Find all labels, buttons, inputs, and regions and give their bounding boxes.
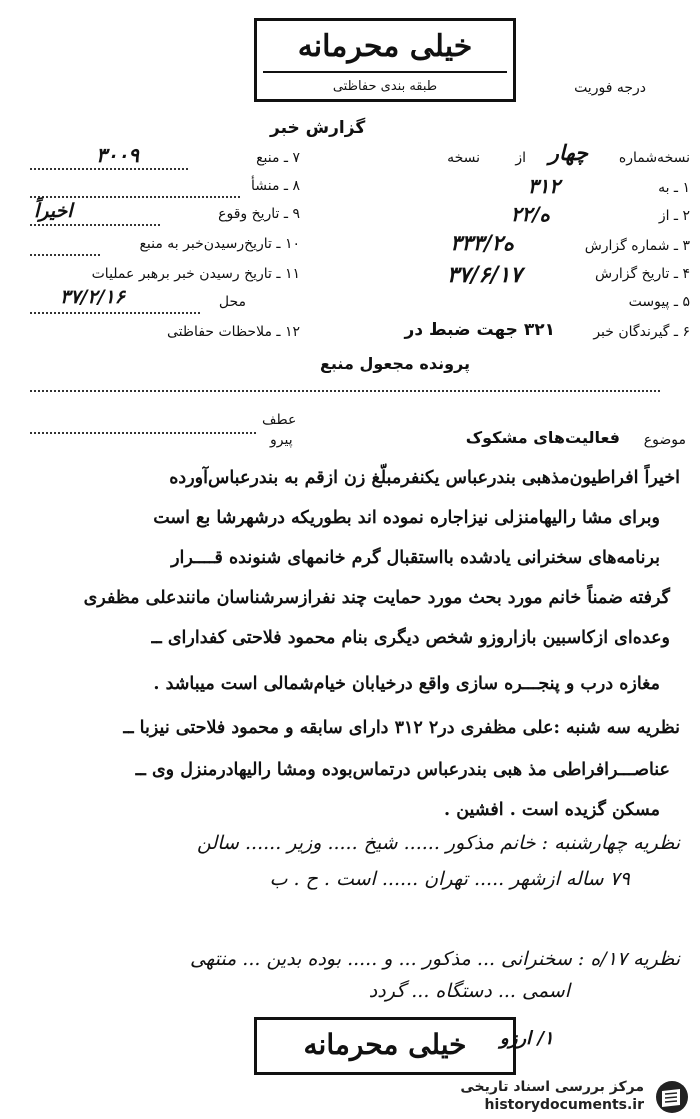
field-news-arrival-label: ۱۰ ـ تاریخ‌رسیدن‌خبر به منبع xyxy=(139,236,300,252)
classification-subtitle: طبقه بندی حفاظتی xyxy=(332,79,438,94)
body-line: وبرای مشا رالیها‌منزلی نیزاجاره نموده اند بطوریکه درشهرشا بع است xyxy=(153,508,660,528)
priority-label: درجه فوریت xyxy=(574,80,646,96)
report-title: گزارش خبر xyxy=(270,118,366,138)
body-line: مسکن گزیده است . افشین . xyxy=(444,800,660,820)
body-line: نظریه سه شنبه :علی مظفری در۲ ۳۱۲ دارای سابقه و محمود فلاحتی نیزبا ــ xyxy=(123,718,680,738)
handwritten-note: نظریه ۱۷/ه : سخنرانی ... مذکور ... و ..... بوده بدین ... منتهی xyxy=(190,948,680,970)
subject-label: موضوع xyxy=(643,432,686,448)
field-location-value: ۳۷/۲/۱۶ xyxy=(60,286,125,308)
field-occurrence-label: ۹ ـ تاریخ وقوع xyxy=(218,206,300,222)
body-line: برنامه‌های سخنرانی یادشده بااستقبال گرم خانمهای شنونده قــــرار xyxy=(171,548,660,568)
copy-number-value: چهار xyxy=(548,140,588,165)
body-line: گرفته ضمناً خانم مورد بحث مورد حمایت چند نفرازسرشناسان مانندعلی مظفری xyxy=(83,588,670,608)
field-recipients-value: ۳۲۱ جهت ضبط در xyxy=(404,320,555,340)
bottom-classification-stamp: خیلی محرمانه xyxy=(254,1017,516,1075)
classification-stamp xyxy=(254,18,516,102)
field-from-label: ۲ ـ از xyxy=(658,208,690,224)
field-recipients-label: ۶ ـ گیرندگان خبر xyxy=(593,324,690,340)
field-report-date-value: ۳۷/۶/۱۷ xyxy=(446,262,522,288)
peyro-label: پیرو xyxy=(270,432,293,448)
field-location-label: محل xyxy=(218,294,246,310)
watermark-line2: historydocuments.ir xyxy=(484,1097,644,1113)
field-attachment-label: ۵ ـ پیوست xyxy=(628,294,690,310)
field-leader-arrival-label: ۱۱ ـ تاریخ رسیدن خبر برهبر عملیات xyxy=(91,266,300,282)
classification-text: خیلی محرمانه xyxy=(297,29,473,64)
field-report-number-value: ۳۳۳/ه۲ xyxy=(450,230,514,255)
body-line: مغازه درب و پنجـــره سازی واقع درخیابان خیام‌شمالی است میباشد . xyxy=(153,674,660,694)
body-line: وعده‌ای ازکاسبین بازار‌وزو شخص دیگری بنام محمود فلاحتی کفدارای ــ xyxy=(151,628,670,648)
field-occurrence-value: اخیراً xyxy=(34,200,73,222)
field-source-label: ۷ ـ منبع xyxy=(256,150,300,166)
body-line: اخیراً افراطیون‌مذهبی بندرعباس یکنفرمبلّغ زن ازقم به بندرعباس‌آورده xyxy=(169,468,680,488)
subject-value: فعالیت‌های مشکوک xyxy=(465,428,620,447)
field-to-value: ۳۱۲ xyxy=(527,174,560,198)
copy-number-mid: از xyxy=(515,150,526,166)
handwritten-note: ۷۹ ساله ازشهر ..... تهران ...... است . ح . ب xyxy=(269,868,630,890)
handwritten-note: نظریه چهارشنبه : خانم مذکور ...... شیخ ..... وزیر ...... سالن xyxy=(197,832,680,854)
field-security-notes-label: ۱۲ ـ ملاحظات حفاظتی xyxy=(167,324,300,340)
copy-number-suffix: نسخه xyxy=(447,150,480,166)
body-line: عناصـــرافراطی مذ هبی بندرعباس درتماس‌بوده ومشا رالیهادرمنزل وی ــ xyxy=(135,760,670,780)
atf-label: عطف xyxy=(262,412,297,428)
copy-number-label: نسخه‌شماره xyxy=(618,150,690,166)
field-report-date-label: ۴ ـ تاریخ گزارش xyxy=(595,266,690,282)
watermark-line1: مرکز بررسی اسناد تاریخی xyxy=(460,1079,644,1095)
bottom-note: ۱/ ارزو xyxy=(500,1028,554,1049)
handwritten-note: اسمی ... دستگاه ... گردد xyxy=(368,980,570,1002)
field-source-value: ۳۰۰۹ xyxy=(96,143,139,167)
field-recipients-value-2: پرونده مجعول منبع xyxy=(319,354,470,373)
field-from-value: ۲۲/ه xyxy=(510,202,550,226)
archive-logo-icon xyxy=(650,1079,694,1115)
field-to-label: ۱ ـ به xyxy=(658,180,690,196)
field-report-number-label: ۳ ـ شماره گزارش xyxy=(584,238,690,254)
field-origin-label: ۸ ـ منشأ xyxy=(250,178,300,194)
watermark-logo xyxy=(404,1079,694,1115)
